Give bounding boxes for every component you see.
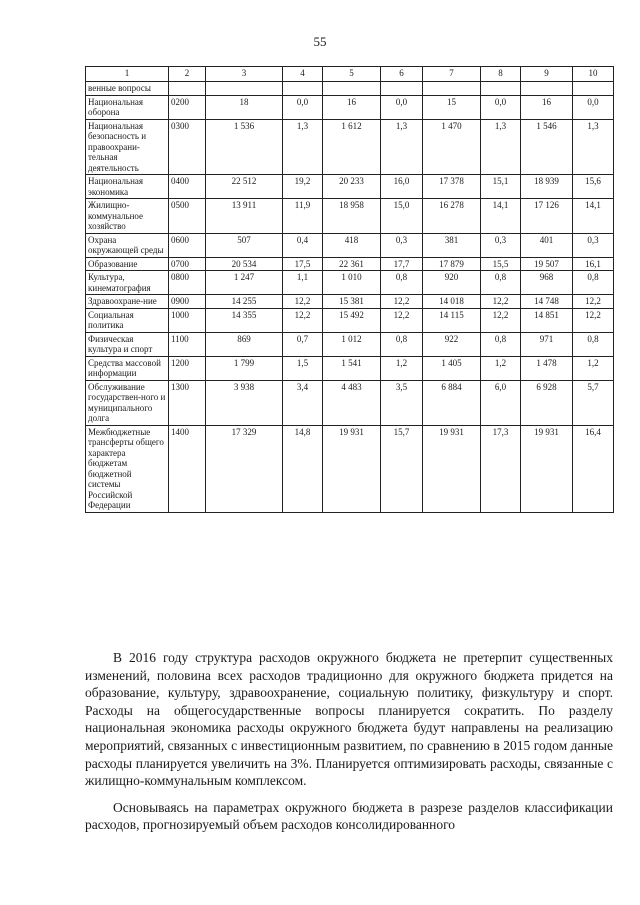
value-cell: 1 405 — [423, 356, 481, 380]
value-cell: 922 — [423, 332, 481, 356]
value-cell: 507 — [206, 233, 283, 257]
column-header: 4 — [283, 67, 323, 82]
share-cell — [283, 82, 323, 96]
share-cell: 16,1 — [573, 257, 614, 271]
column-header: 6 — [381, 67, 423, 82]
share-cell: 14,8 — [283, 425, 323, 512]
value-cell: 19 931 — [423, 425, 481, 512]
value-cell: 18 939 — [521, 175, 573, 199]
share-cell: 0,0 — [381, 95, 423, 119]
table-row — [86, 356, 614, 380]
share-cell: 12,2 — [481, 308, 521, 332]
value-cell: 19 931 — [323, 425, 381, 512]
share-cell: 1,3 — [481, 119, 521, 175]
row-name-cell: Средства массовой информации — [86, 356, 169, 380]
share-cell: 14,1 — [573, 199, 614, 234]
share-cell — [381, 82, 423, 96]
share-cell: 1,3 — [381, 119, 423, 175]
row-name-cell: Культура, кинематография — [86, 271, 169, 295]
share-cell: 5,7 — [573, 380, 614, 425]
value-cell: 1 612 — [323, 119, 381, 175]
row-name-cell: Жилищно-коммунальное хозяйство — [86, 199, 169, 234]
section-code-cell: 0400 — [169, 175, 206, 199]
section-code-cell: 1000 — [169, 308, 206, 332]
value-cell: 16 — [323, 95, 381, 119]
share-cell: 1,2 — [381, 356, 423, 380]
table-row — [86, 82, 614, 96]
value-cell: 418 — [323, 233, 381, 257]
share-cell: 0,0 — [283, 95, 323, 119]
share-cell: 1,2 — [481, 356, 521, 380]
value-cell: 20 534 — [206, 257, 283, 271]
value-cell: 4 483 — [323, 380, 381, 425]
value-cell: 18 — [206, 95, 283, 119]
value-cell: 19 507 — [521, 257, 573, 271]
table-row — [86, 119, 614, 175]
value-cell: 1 536 — [206, 119, 283, 175]
value-cell: 920 — [423, 271, 481, 295]
table-row — [86, 308, 614, 332]
value-cell — [423, 82, 481, 96]
share-cell: 15,1 — [481, 175, 521, 199]
value-cell: 16 — [521, 95, 573, 119]
table-row — [86, 199, 614, 234]
share-cell: 0,4 — [283, 233, 323, 257]
share-cell: 0,8 — [573, 271, 614, 295]
share-cell: 0,3 — [381, 233, 423, 257]
value-cell: 19 931 — [521, 425, 573, 512]
share-cell — [573, 82, 614, 96]
share-cell: 15,5 — [481, 257, 521, 271]
row-name-cell: Физическая культура и спорт — [86, 332, 169, 356]
share-cell: 3,5 — [381, 380, 423, 425]
section-code-cell: 1100 — [169, 332, 206, 356]
share-cell: 1,5 — [283, 356, 323, 380]
value-cell: 1 012 — [323, 332, 381, 356]
share-cell: 1,3 — [573, 119, 614, 175]
share-cell: 15,7 — [381, 425, 423, 512]
row-name-cell: Здравоохране-ние — [86, 295, 169, 309]
value-cell: 22 512 — [206, 175, 283, 199]
share-cell: 0,8 — [381, 332, 423, 356]
value-cell: 14 018 — [423, 295, 481, 309]
table-row — [86, 332, 614, 356]
section-code-cell: 0900 — [169, 295, 206, 309]
share-cell: 0,8 — [481, 332, 521, 356]
value-cell: 15 — [423, 95, 481, 119]
share-cell: 19,2 — [283, 175, 323, 199]
section-code-cell — [169, 82, 206, 96]
section-code-cell: 0500 — [169, 199, 206, 234]
share-cell: 0,8 — [481, 271, 521, 295]
page-number: 55 — [313, 34, 327, 49]
share-cell: 12,2 — [573, 295, 614, 309]
share-cell: 0,8 — [381, 271, 423, 295]
value-cell: 15 381 — [323, 295, 381, 309]
value-cell: 381 — [423, 233, 481, 257]
body-text — [85, 649, 613, 834]
row-name-cell: Обслуживание государствен-ного и муниципального долга — [86, 380, 169, 425]
column-header: 1 — [86, 67, 169, 82]
value-cell: 1 247 — [206, 271, 283, 295]
share-cell: 12,2 — [573, 308, 614, 332]
table-row — [86, 425, 614, 512]
row-name-cell: венные вопросы — [86, 82, 169, 96]
share-cell: 1,2 — [573, 356, 614, 380]
section-code-cell: 0200 — [169, 95, 206, 119]
share-cell: 3,4 — [283, 380, 323, 425]
share-cell: 12,2 — [283, 308, 323, 332]
row-name-cell: Образование — [86, 257, 169, 271]
row-name-cell: Социальная политика — [86, 308, 169, 332]
value-cell: 1 010 — [323, 271, 381, 295]
share-cell: 14,1 — [481, 199, 521, 234]
section-code-cell: 0700 — [169, 257, 206, 271]
share-cell: 0,0 — [481, 95, 521, 119]
table-header-row — [86, 67, 614, 82]
value-cell: 3 938 — [206, 380, 283, 425]
share-cell: 12,2 — [381, 295, 423, 309]
value-cell: 17 329 — [206, 425, 283, 512]
table-row — [86, 257, 614, 271]
share-cell: 12,2 — [283, 295, 323, 309]
share-cell: 0,8 — [573, 332, 614, 356]
column-header: 10 — [573, 67, 614, 82]
section-code-cell: 0600 — [169, 233, 206, 257]
share-cell: 12,2 — [481, 295, 521, 309]
value-cell: 22 361 — [323, 257, 381, 271]
budget-table — [85, 66, 614, 513]
value-cell: 17 378 — [423, 175, 481, 199]
section-code-cell: 1400 — [169, 425, 206, 512]
share-cell: 17,5 — [283, 257, 323, 271]
value-cell — [206, 82, 283, 96]
share-cell: 16,4 — [573, 425, 614, 512]
section-code-cell: 0800 — [169, 271, 206, 295]
value-cell: 18 958 — [323, 199, 381, 234]
share-cell: 11,9 — [283, 199, 323, 234]
value-cell: 971 — [521, 332, 573, 356]
value-cell: 17 879 — [423, 257, 481, 271]
table-row — [86, 271, 614, 295]
value-cell: 401 — [521, 233, 573, 257]
table-row — [86, 95, 614, 119]
section-code-cell: 1300 — [169, 380, 206, 425]
column-header: 5 — [323, 67, 381, 82]
row-name-cell: Межбюджетные трансферты общего характера бюджетам бюджетной системы Российской Федерации — [86, 425, 169, 512]
value-cell — [521, 82, 573, 96]
value-cell: 15 492 — [323, 308, 381, 332]
value-cell — [323, 82, 381, 96]
value-cell: 6 884 — [423, 380, 481, 425]
value-cell: 13 911 — [206, 199, 283, 234]
table-row — [86, 175, 614, 199]
share-cell: 17,3 — [481, 425, 521, 512]
value-cell: 6 928 — [521, 380, 573, 425]
share-cell — [481, 82, 521, 96]
share-cell: 15,0 — [381, 199, 423, 234]
table-row — [86, 233, 614, 257]
value-cell: 1 478 — [521, 356, 573, 380]
column-header: 3 — [206, 67, 283, 82]
share-cell: 17,7 — [381, 257, 423, 271]
value-cell: 1 541 — [323, 356, 381, 380]
value-cell: 968 — [521, 271, 573, 295]
share-cell: 1,3 — [283, 119, 323, 175]
section-code-cell: 0300 — [169, 119, 206, 175]
share-cell: 6,0 — [481, 380, 521, 425]
section-code-cell: 1200 — [169, 356, 206, 380]
share-cell: 16,0 — [381, 175, 423, 199]
value-cell: 14 748 — [521, 295, 573, 309]
table-body — [86, 82, 614, 513]
column-header: 7 — [423, 67, 481, 82]
value-cell: 1 799 — [206, 356, 283, 380]
share-cell: 0,3 — [481, 233, 521, 257]
value-cell: 14 355 — [206, 308, 283, 332]
value-cell: 17 126 — [521, 199, 573, 234]
share-cell: 0,7 — [283, 332, 323, 356]
row-name-cell: Охрана окружающей среды — [86, 233, 169, 257]
column-header: 8 — [481, 67, 521, 82]
share-cell: 0,3 — [573, 233, 614, 257]
value-cell: 869 — [206, 332, 283, 356]
row-name-cell: Национальная экономика — [86, 175, 169, 199]
column-header: 2 — [169, 67, 206, 82]
share-cell: 12,2 — [381, 308, 423, 332]
share-cell: 0,0 — [573, 95, 614, 119]
row-name-cell: Национальная оборона — [86, 95, 169, 119]
share-cell: 15,6 — [573, 175, 614, 199]
value-cell: 14 115 — [423, 308, 481, 332]
value-cell: 14 255 — [206, 295, 283, 309]
value-cell: 1 470 — [423, 119, 481, 175]
value-cell: 20 233 — [323, 175, 381, 199]
table-row — [86, 295, 614, 309]
row-name-cell: Национальная безопасность и правоохрани-тельная деятельность — [86, 119, 169, 175]
table-row — [86, 380, 614, 425]
value-cell: 16 278 — [423, 199, 481, 234]
value-cell: 1 546 — [521, 119, 573, 175]
value-cell: 14 851 — [521, 308, 573, 332]
column-header: 9 — [521, 67, 573, 82]
paragraph: В 2016 году структура расходов окружного бюджета не претерпит существенных изменений, половина всех расходов традиционно для окружного бюджета придется на образование, культуру, здравоохранение, социальную политику, физкультуру и спорт. Расходы на общегосударственные вопросы планируется сократить. По разделу национальная экономика расходы окружного бюджета будут направлены на реализацию мероприятий, связанных с инвестиционным развитием, по сравнению в 2015 годом данные расходы планируется увеличить на 3%. Планируется оптимизировать расходы, связанные с жилищно-коммунальным комплексом. — [85, 650, 613, 789]
share-cell: 1,1 — [283, 271, 323, 295]
paragraph: Основываясь на параметрах окружного бюджета в разрезе разделов классификации расходов, прогнозируемый объем расходов консолидированного — [85, 799, 613, 833]
